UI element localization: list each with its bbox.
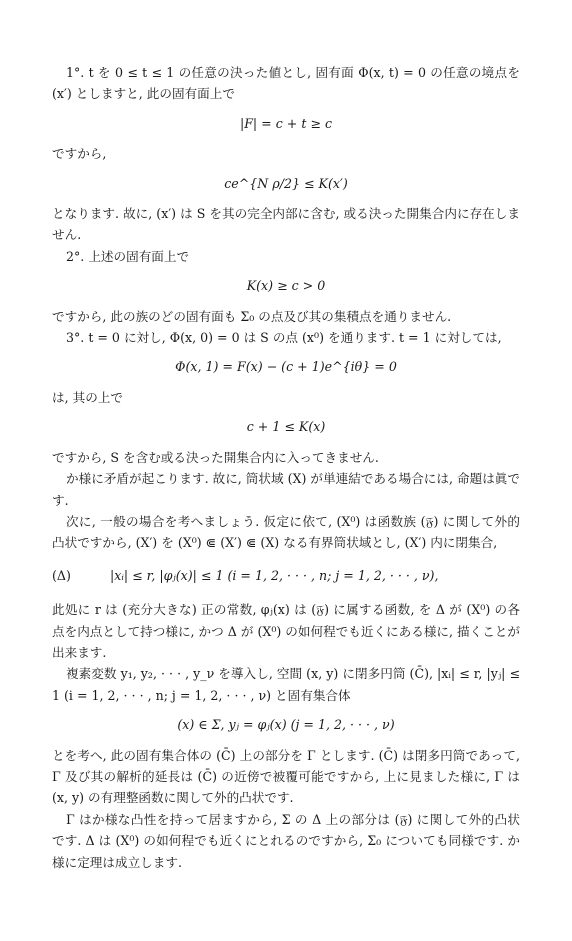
equation-6-row: [52, 565, 520, 586]
equation-2: ce^{N ρ/2} ≤ K(x′): [224, 175, 348, 191]
paragraph-13: とを考へ, 此の固有集合体の (C̄) 上の部分を Γ とします. (C̄) は閉多円筒であって, Γ 及び其の解析的延長は (C̄) の近傍で被覆可能ですから, 上に見ました様に, Γ は (x, y) の有理整函数に関して外的凸状です.: [52, 747, 520, 806]
paragraph-11: 此処に r は (充分大きな) 正の常数, φⱼ(x) は (𝔉) に属する函数, を Δ が (X⁰) の各点を内点として持つ様に, かつ Δ が (X⁰) の如何程でも近くにある様に, 描くことが出来ます.: [52, 602, 520, 660]
paragraph-8: ですから, S を含む或る決った開集合内に入ってきません.: [52, 449, 379, 465]
paragraph-5: ですから, 此の族のどの固有面も Σ₀ の点及び其の集積点を通りません.: [52, 308, 452, 324]
paragraph-10: 次に, 一般の場合を考へましょう. 仮定に依て, (X⁰) は函数族 (𝔉) に関して外的凸状ですから, (X′) を (X⁰) ⋐ (X′) ⋐ (X) なる有界筒状域とし, (X′) 内に閉集合,: [52, 513, 520, 551]
equation-7: (x) ∈ Σ, yⱼ = φⱼ(x) (j = 1, 2, · · · , ν): [177, 717, 395, 733]
paragraph-7: は, 其の上で: [52, 389, 123, 405]
equation-6: |xᵢ| ≤ r, |φⱼ(x)| ≤ 1 (i = 1, 2, · · · , n; j = 1, 2, · · · , ν),: [110, 567, 439, 583]
paragraph-14: Γ はか様な凸性を持って居ますから, Σ の Δ 上の部分は (𝔉) に関して外的凸状です. Δ は (X⁰) の如何程でも近くにとれるのですから, Σ₀ についても同様です. か様に定理は成立します.: [52, 811, 520, 870]
paragraph-9: か様に矛盾が起こります. 故に, 筒状域 (X) が単連結である場合には, 命題は眞です.: [52, 471, 520, 508]
equation-1: |F| = c + t ≥ c: [239, 115, 333, 131]
equation-3: K(x) ≥ c > 0: [246, 278, 326, 294]
paragraph-6: 3°. t = 0 に対し, Φ(x, 0) = 0 は S の点 (x⁰) を通ります. t = 1 に対しては,: [66, 330, 502, 346]
paragraph-12: 複素変数 y₁, y₂, · · · , y_ν を導入し, 空間 (x, y) に閉多円筒 (C̄), |xᵢ| ≤ r, |yⱼ| ≤ 1 (i = 1, 2, · · · , n; j = 1, 2, · · · , ν) と固有集合体: [52, 666, 520, 703]
paragraph-1: 1°. t を 0 ≤ t ≤ 1 の任意の決った値とし, 固有面 Φ(x, t) = 0 の任意の境点を (x′) としますと, 此の固有面上で: [52, 65, 520, 102]
equation-6-label: (Δ): [52, 567, 71, 583]
equation-4: Φ(x, 1) = F(x) − (c + 1)e^{iθ} = 0: [175, 359, 397, 375]
paragraph-3: となります. 故に, (x′) は S を其の完全内部に含む, 或る決った開集合内に存在しません.: [52, 206, 520, 243]
equation-5: c + 1 ≤ K(x): [246, 419, 326, 435]
paragraph-4: 2°. 上述の固有面上で: [66, 248, 190, 264]
paragraph-2: ですから,: [52, 146, 107, 162]
